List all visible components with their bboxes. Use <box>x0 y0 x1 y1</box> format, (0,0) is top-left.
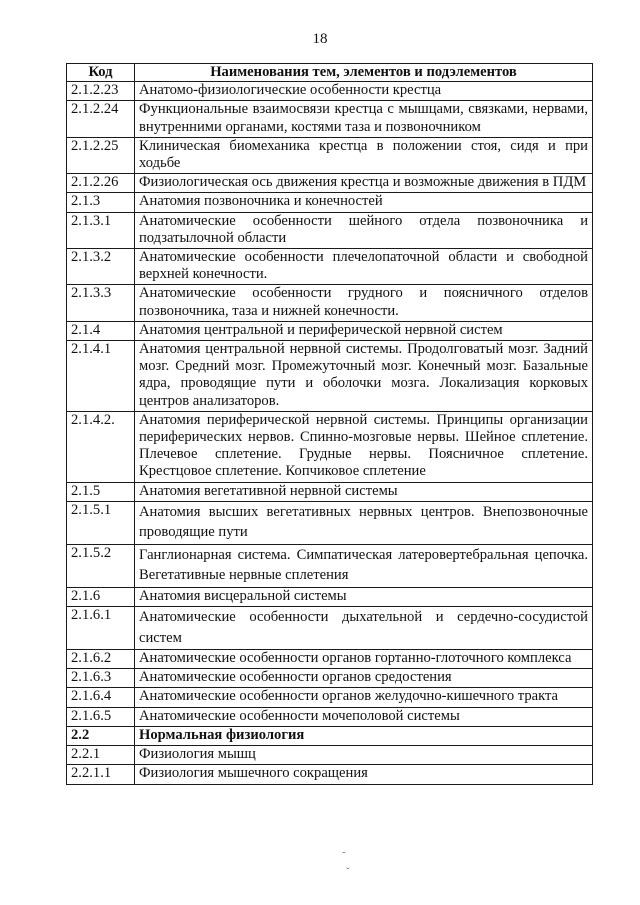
header-name: Наименования тем, элементов и подэлементов <box>135 64 593 82</box>
row-name: Анатомические особенности грудного и поясничного отделов позвоночника, таза и нижней конечности. <box>135 285 593 321</box>
table-row <box>67 746 593 765</box>
row-name: Физиология мышечного сокращения <box>135 765 593 784</box>
row-name: Анатомические особенности органов средостения <box>135 669 593 688</box>
row-name: Физиологическая ось движения крестца и возможные движения в ПДМ <box>135 174 593 193</box>
row-code: 2.1.6.3 <box>67 669 135 688</box>
row-code: 2.1.2.26 <box>67 174 135 193</box>
row-code: 2.1.6.5 <box>67 707 135 726</box>
row-name: Анатомия висцеральной системы <box>135 587 593 606</box>
scan-mark: ˇ <box>346 866 350 878</box>
table-row <box>67 285 593 321</box>
row-name: Анатомические особенности мочеполовой системы <box>135 707 593 726</box>
table-row <box>67 544 593 587</box>
table-row <box>67 101 593 137</box>
row-code: 2.1.5 <box>67 482 135 501</box>
table-row <box>67 411 593 482</box>
table-row <box>67 688 593 707</box>
row-name: Анатомия высших вегетативных нервных центров. Внепозвоночные проводящие пути <box>135 501 593 544</box>
row-code: 2.1.2.25 <box>67 137 135 173</box>
row-name: Анатомические особенности шейного отдела позвоночника и подзатылочной области <box>135 212 593 248</box>
row-name: Анатомия центральной нервной системы. Продолговатый мозг. Задний мозг. Средний мозг. Промежуточный мозг. Конечный мозг. Базальные ядра, проводящие пути и оболочки мозга. Локализация корковых центров анализаторов. <box>135 341 593 412</box>
table-row <box>67 726 593 745</box>
row-code: 2.1.5.2 <box>67 544 135 587</box>
row-name: Анатомия позвоночника и конечностей <box>135 193 593 212</box>
table-body <box>67 82 593 784</box>
row-name: Анатомические особенности органов желудочно-кишечного тракта <box>135 688 593 707</box>
row-name: Нормальная физиология <box>135 726 593 745</box>
row-code: 2.1.2.23 <box>67 82 135 101</box>
row-code: 2.2 <box>67 726 135 745</box>
table-row <box>67 249 593 285</box>
row-name: Анатомия периферической нервной системы. Принципы организации периферических нервов. Спинно-мозговые нервы. Шейное сплетение. Плечевое сплетение. Грудные нервы. Поясничное сплетение. Крестцовое сплетение. Копчиковое сплетение <box>135 411 593 482</box>
table-row <box>67 650 593 669</box>
table-row <box>67 212 593 248</box>
row-name: Анатомические особенности дыхательной и сердечно-сосудистой систем <box>135 607 593 650</box>
row-code: 2.1.4.1 <box>67 341 135 412</box>
row-name: Анатомические особенности плечелопаточной области и свободной верхней конечности. <box>135 249 593 285</box>
row-name: Анатомо-физиологические особенности крестца <box>135 82 593 101</box>
table-row <box>67 669 593 688</box>
row-code: 2.1.3 <box>67 193 135 212</box>
header-code: Код <box>67 64 135 82</box>
row-code: 2.1.6.2 <box>67 650 135 669</box>
row-name: Физиология мышц <box>135 746 593 765</box>
row-code: 2.2.1 <box>67 746 135 765</box>
table-row <box>67 765 593 784</box>
row-code: 2.1.6.4 <box>67 688 135 707</box>
row-code: 2.1.3.2 <box>67 249 135 285</box>
table-row <box>67 321 593 340</box>
row-name: Ганглионарная система. Симпатическая латеровертебральная цепочка. Вегетативные нервные сплетения <box>135 544 593 587</box>
row-name: Клиническая биомеханика крестца в положении стоя, сидя и при ходьбе <box>135 137 593 173</box>
row-code: 2.1.3.1 <box>67 212 135 248</box>
table-header-row <box>67 64 593 82</box>
row-name: Функциональные взаимосвязи крестца с мышцами, связками, нервами, внутренними органами, костями таза и позвоночником <box>135 101 593 137</box>
row-code: 2.2.1.1 <box>67 765 135 784</box>
scan-mark: - <box>342 846 346 858</box>
row-code: 2.1.3.3 <box>67 285 135 321</box>
table-row <box>67 587 593 606</box>
row-code: 2.1.4 <box>67 321 135 340</box>
row-code: 2.1.5.1 <box>67 501 135 544</box>
table-row <box>67 137 593 173</box>
topics-table <box>66 63 593 785</box>
table-row <box>67 707 593 726</box>
row-code: 2.1.4.2. <box>67 411 135 482</box>
table-row <box>67 82 593 101</box>
page-number: 18 <box>312 31 328 47</box>
table-row <box>67 501 593 544</box>
table-row <box>67 174 593 193</box>
table-row <box>67 193 593 212</box>
table-row <box>67 482 593 501</box>
row-name: Анатомия центральной и периферической нервной систем <box>135 321 593 340</box>
row-code: 2.1.6 <box>67 587 135 606</box>
row-code: 2.1.6.1 <box>67 607 135 650</box>
row-name: Анатомия вегетативной нервной системы <box>135 482 593 501</box>
row-name: Анатомические особенности органов гортанно-глоточного комплекса <box>135 650 593 669</box>
row-code: 2.1.2.24 <box>67 101 135 137</box>
table-row <box>67 607 593 650</box>
table-row <box>67 341 593 412</box>
